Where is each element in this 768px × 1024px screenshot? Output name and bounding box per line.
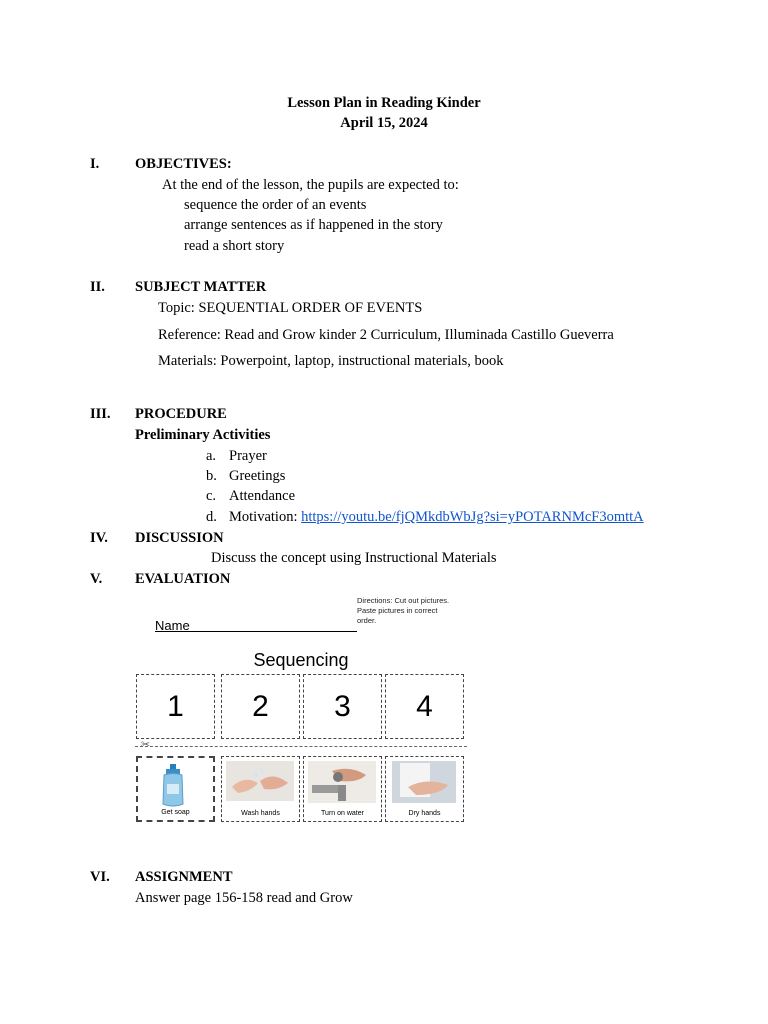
picture-caption: Wash hands: [241, 810, 280, 817]
worksheet-name-label: Name: [155, 618, 190, 633]
section-heading-procedure: PROCEDURE: [135, 406, 227, 422]
section-heading-evaluation: EVALUATION: [135, 571, 231, 587]
list-marker: b.: [206, 468, 217, 484]
assignment-text: Answer page 156-158 read and Grow: [135, 890, 353, 906]
picture-card-wash-hands: [221, 756, 300, 822]
picture-caption: Turn on water: [321, 810, 364, 817]
picture-card-dry-hands: [385, 756, 464, 822]
section-heading-assignment: ASSIGNMENT: [135, 869, 233, 885]
procedure-item-motivation: [229, 508, 644, 526]
section-numeral-discussion: IV.: [90, 530, 108, 546]
objective-item: arrange sentences as if happened in the story: [184, 217, 443, 233]
worksheet-directions: Directions: Cut out pictures. Paste pictures in correct order.: [357, 596, 450, 625]
section-heading-discussion: DISCUSSION: [135, 530, 224, 546]
list-marker: d.: [206, 509, 217, 525]
subject-reference: Reference: Read and Grow kinder 2 Curriculum, Illuminada Castillo Gueverra: [158, 327, 614, 343]
page-date: April 15, 2024: [340, 115, 428, 131]
picture-card-turn-on-water: [303, 756, 382, 822]
faucet-icon: [304, 757, 379, 809]
towel-icon: [386, 757, 461, 809]
objectives-intro: At the end of the lesson, the pupils are expected to:: [162, 177, 459, 193]
section-numeral-objectives: I.: [90, 156, 100, 172]
worksheet-title: Sequencing: [253, 650, 349, 670]
procedure-item-greetings: Greetings: [229, 468, 286, 484]
motivation-label: Motivation:: [229, 509, 302, 525]
page-title: Lesson Plan in Reading Kinder: [287, 95, 481, 111]
subject-topic: Topic: SEQUENTIAL ORDER OF EVENTS: [158, 300, 423, 316]
number-box-1: 1: [136, 674, 215, 739]
objective-item: sequence the order of an events: [184, 197, 367, 213]
section-heading-subject-matter: SUBJECT MATTER: [135, 279, 267, 295]
subject-materials: Materials: Powerpoint, laptop, instructional materials, book: [158, 353, 504, 369]
wash-hands-icon: [222, 757, 297, 809]
number-box-3: 3: [303, 674, 382, 739]
soap-bottle-icon: [138, 758, 213, 810]
picture-caption: Dry hands: [408, 810, 441, 817]
picture-caption: Get soap: [161, 809, 190, 816]
section-numeral-assignment: VI.: [90, 869, 110, 885]
list-marker: a.: [206, 448, 217, 464]
scissors-icon: ✂: [141, 739, 151, 751]
discussion-text: Discuss the concept using Instructional Materials: [211, 550, 497, 566]
cut-line: [135, 746, 467, 747]
section-numeral-subject-matter: II.: [90, 279, 105, 295]
section-numeral-evaluation: V.: [90, 571, 103, 587]
name-line: [155, 631, 357, 632]
number-box-4: 4: [385, 674, 464, 739]
procedure-item-attendance: Attendance: [229, 488, 296, 504]
picture-card-get-soap: [136, 756, 215, 822]
motivation-link[interactable]: https://youtu.be/fjQMkdbWbJg?si=yPOTARNMcF3omttA: [301, 509, 644, 525]
section-heading-objectives: OBJECTIVES:: [135, 156, 232, 172]
objective-item: read a short story: [184, 238, 285, 254]
list-marker: c.: [206, 488, 217, 504]
number-box-2: 2: [221, 674, 300, 739]
section-numeral-procedure: III.: [90, 406, 111, 422]
sequencing-worksheet: [135, 592, 467, 824]
procedure-subheading: Preliminary Activities: [135, 427, 271, 443]
procedure-item-prayer: Prayer: [229, 448, 267, 464]
